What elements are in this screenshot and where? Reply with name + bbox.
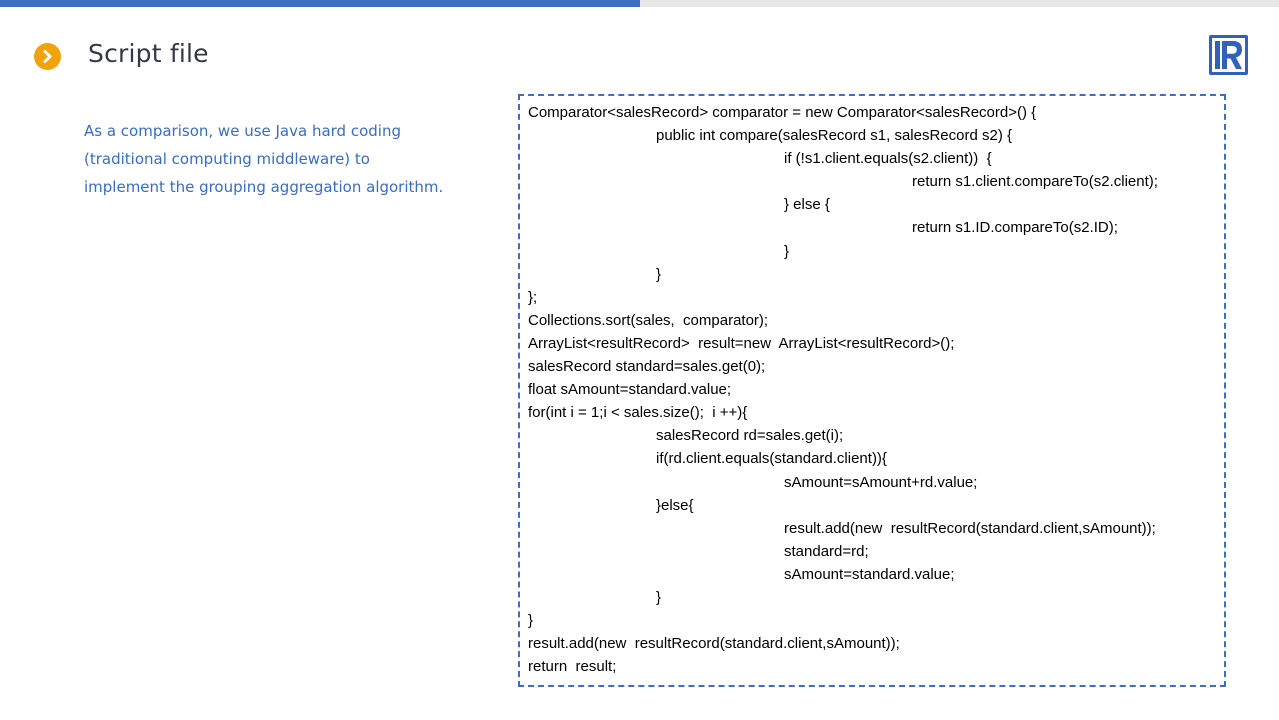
code-line: public int compare(salesRecord s1, salesRecord s2) { (656, 127, 1012, 145)
code-line: return s1.ID.compareTo(s2.ID); (912, 219, 1118, 237)
code-line: result.add(new resultRecord(standard.client,sAmount)); (784, 519, 1156, 537)
code-line: } (656, 588, 662, 606)
code-line: result.add(new resultRecord(standard.client,sAmount)); (528, 635, 900, 653)
progress-bar (0, 0, 1279, 7)
code-line: standard=rd; (784, 542, 869, 560)
code-block (518, 94, 1226, 687)
code-lines (528, 101, 1158, 678)
code-line: } else { (784, 196, 830, 214)
code-line: sAmount=sAmount+rd.value; (784, 473, 978, 491)
code-line: return s1.client.compareTo(s2.client); (912, 173, 1158, 191)
code-line: salesRecord rd=sales.get(i); (656, 427, 844, 445)
description-text (84, 117, 464, 201)
chevron-right-icon (34, 43, 61, 70)
description-line: (traditional computing middleware) to (84, 150, 370, 168)
code-line: }; (528, 288, 538, 306)
code-line: float sAmount=standard.value; (528, 381, 732, 399)
code-line: ArrayList<resultRecord> result=new ArrayList<resultRecord>(); (528, 334, 955, 352)
page-title: Script file (88, 39, 209, 68)
code-line: sAmount=standard.value; (784, 565, 955, 583)
code-line: return result; (528, 658, 617, 676)
code-line: Collections.sort(sales, comparator); (528, 311, 769, 329)
code-line: }else{ (656, 496, 694, 514)
description-line: implement the grouping aggregation algorithm. (84, 178, 444, 196)
description-line: As a comparison, we use Java hard coding (84, 122, 401, 140)
progress-fill (0, 0, 640, 7)
code-line: } (784, 242, 790, 260)
code-line: salesRecord standard=sales.get(0); (528, 358, 766, 376)
code-line: for(int i = 1;i < sales.size(); i ++){ (528, 404, 748, 422)
code-line: } (528, 612, 534, 630)
r-logo-icon (1209, 35, 1248, 75)
code-line: if (!s1.client.equals(s2.client)) { (784, 150, 992, 168)
code-line: Comparator<salesRecord> comparator = new Comparator<salesRecord>() { (528, 104, 1037, 121)
code-line: if(rd.client.equals(standard.client)){ (656, 450, 887, 468)
code-line: } (656, 265, 662, 283)
